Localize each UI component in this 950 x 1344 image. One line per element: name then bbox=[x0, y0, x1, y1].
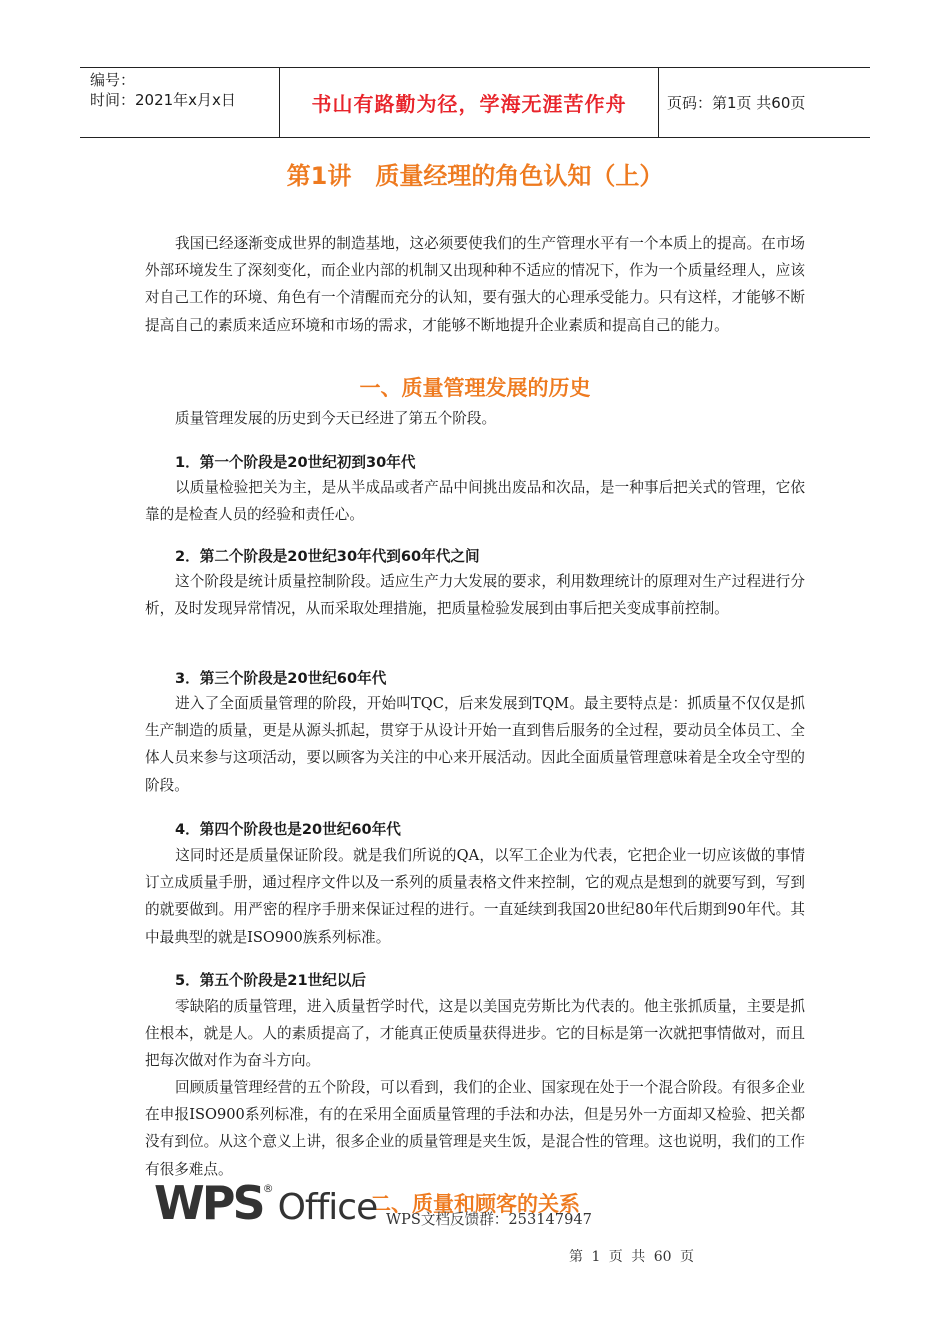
feedback-group-text: WPS文档反馈群：253147947 bbox=[386, 1211, 592, 1228]
stage-heading-3: 3．第三个阶段是20世纪60年代 bbox=[175, 670, 387, 687]
wps-office-logo: WPS ® Office bbox=[154, 1176, 378, 1230]
stage-text-2: 这个阶段是统计质量控制阶段。适应生产力大发展的要求，利用数理统计的原理对生产过程进行分析，及时发现异常情况，从而采取处理措施，把质量检验发展到由事后把关变成事前控制。 bbox=[145, 573, 805, 618]
stage-heading-4: 4．第四个阶段也是20世纪60年代 bbox=[175, 821, 401, 838]
section-heading-2: 二、质量和顾客的关系 bbox=[370, 1192, 580, 1216]
intro-paragraph: 我国已经逐渐变成世界的制造基地，这必须要使我们的生产管理水平有一个本质上的提高。在市场外部环境发生了深刻变化，而企业内部的机制又出现种种不适应的情况下，作为一个质量经理人，应该对自己工作的环境、角色有一个清醒而充分的认知，要有强大的心理承受能力。只有这样，才能够不断提高自己的素质来适应环境和市场的需求，才能够不断地提升企业素质和提高自己的能力。 bbox=[145, 235, 805, 334]
date-line: 时间：2021年x月x日 bbox=[90, 91, 236, 109]
page-footer: 第 1 页 共 60 页 bbox=[569, 1249, 694, 1265]
header-table bbox=[80, 67, 870, 138]
stage-heading-5: 5．第五个阶段是21世纪以后 bbox=[175, 972, 366, 989]
stage-heading-1: 1．第一个阶段是20世纪初到30年代 bbox=[175, 454, 416, 471]
stage-heading-2: 2．第二个阶段是20世纪30年代到60年代之间 bbox=[175, 548, 480, 565]
stage-text-3: 进入了全面质量管理的阶段，开始叫TQC，后来发展到TQM。最主要特点是：抓质量不仅仅是抓生产制造的质量，更是从源头抓起，贯穿于从设计开始一直到售后服务的全过程，要动员全体员工、全体人员来参与这项活动，要以顾客为关注的中心来开展活动。因此全面质量管理意味着是全攻全守型的阶段。 bbox=[145, 695, 805, 794]
header-left-cell bbox=[80, 68, 280, 137]
stage-text-4: 这同时还是质量保证阶段。就是我们所说的QA，以军工企业为代表，它把企业一切应该做的事情订立成质量手册，通过程序文件以及一系列的质量表格文件来控制，它的观点是想到的就要写到，写到的就要做到。用严密的程序手册来保证过程的进行。一直延续到我国20世纪80年代后期到90年代。其中最典型的就是ISO900族系列标准。 bbox=[145, 847, 805, 946]
section-lead: 质量管理发展的历史到今天已经进了第五个阶段。 bbox=[175, 410, 497, 427]
page-info: 页码：第1页 共60页 bbox=[667, 94, 806, 112]
document-title: 第1讲 质量经理的角色认知（上） bbox=[286, 162, 664, 190]
stage-text-1: 以质量检验把关为主，是从半成品或者产品中间挑出废品和次品，是一种事后把关式的管理，它依靠的是检查人员的经验和责任心。 bbox=[145, 479, 805, 524]
serial-label: 编号： bbox=[90, 71, 136, 89]
motto: 书山有路勤为径，学海无涯苦作舟 bbox=[280, 68, 659, 137]
stage-text-5: 零缺陷的质量管理，进入质量哲学时代，这是以美国克劳斯比为代表的。他主张抓质量，主要是抓住根本，就是人。人的素质提高了，才能真正使质量获得进步。它的目标是第一次就把事情做对，而且把每次做对作为奋斗方向。 bbox=[145, 998, 805, 1070]
section-heading-1: 一、质量管理发展的历史 bbox=[359, 376, 591, 400]
review-paragraph: 回顾质量管理经营的五个阶段，可以看到，我们的企业、国家现在处于一个混合阶段。有很多企业在申报ISO900系列标准，有的在采用全面质量管理的手法和办法，但是另外一方面却又检验、把关都没有到位。从这个意义上讲，很多企业的质量管理是夹生饭，是混合性的管理。这也说明，我们的工作有很多难点。 bbox=[145, 1079, 805, 1178]
